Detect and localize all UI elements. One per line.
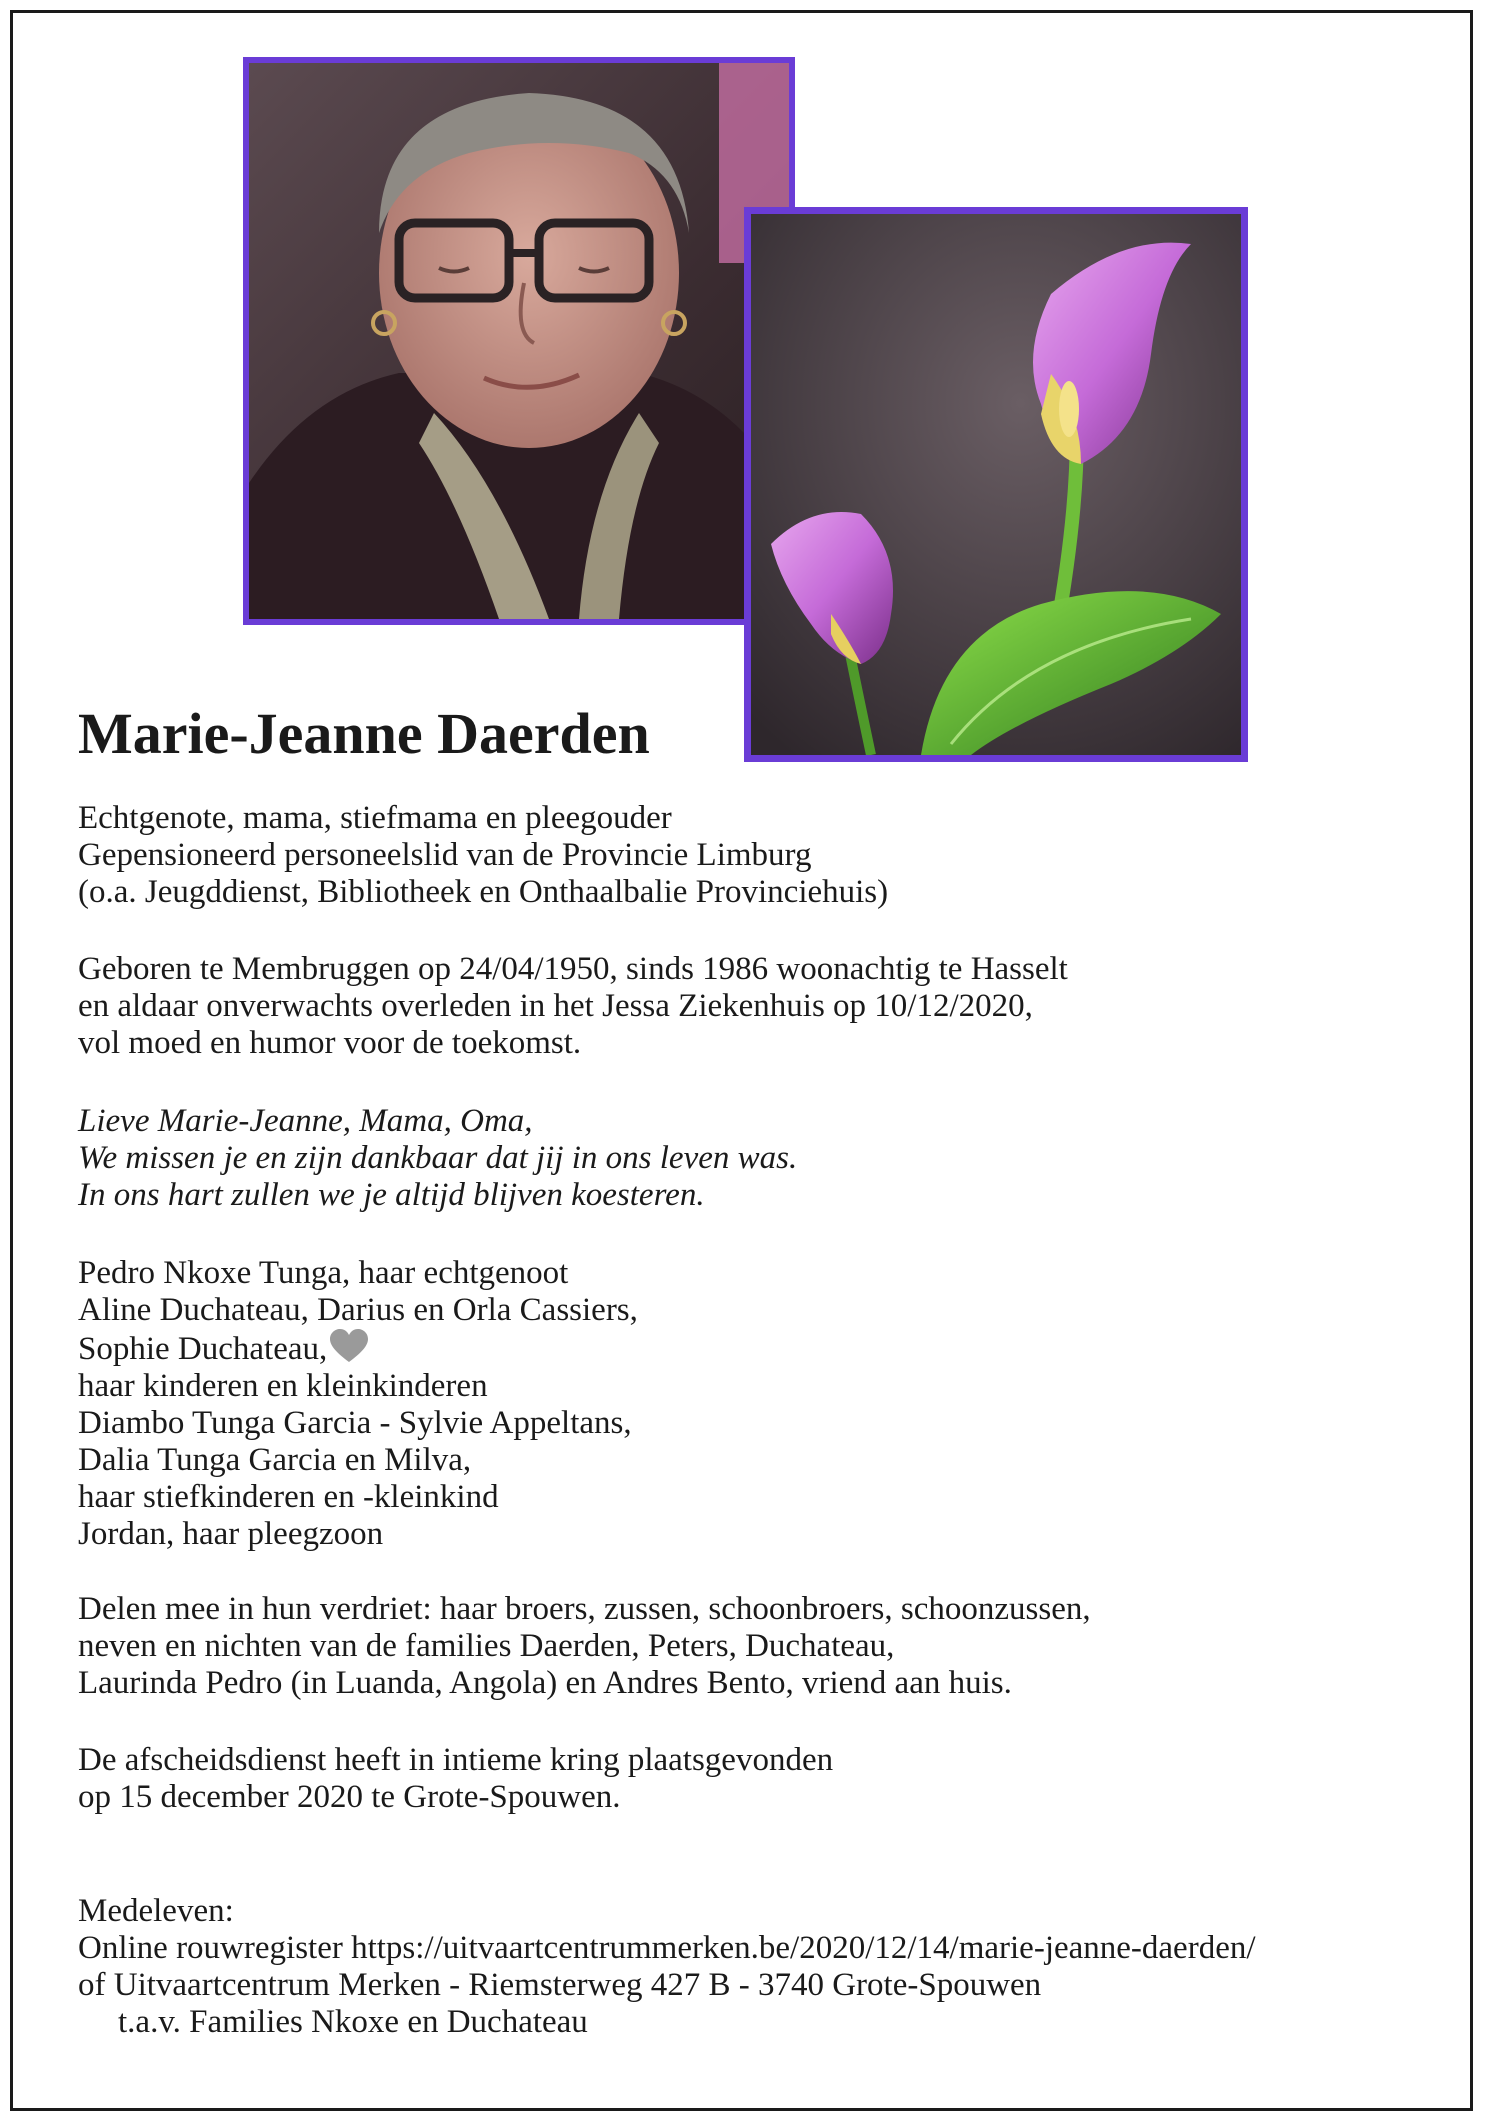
attention-line: t.a.v. Families Nkoxe en Duchateau (118, 2004, 588, 2040)
share-block (78, 1591, 1458, 1702)
share-line: Delen mee in hun verdriet: haar broers, zussen, schoonbroers, schoonzussen, (78, 1591, 1091, 1627)
portrait-illustration (249, 63, 789, 619)
heart-icon (329, 1329, 369, 1363)
online-register-line[interactable]: Online rouwregister https://uitvaartcentrummerken.be/2020/12/14/marie-jeanne-daerden/ (78, 1930, 1256, 1966)
poem-line: In ons hart zullen we je altijd blijven koesteren. (78, 1177, 705, 1213)
family-line: Dalia Tunga Garcia en Milva, (78, 1442, 472, 1478)
service-line: De afscheidsdienst heeft in intieme kring plaatsgevonden (78, 1742, 834, 1778)
family-line: haar kinderen en kleinkinderen (78, 1368, 488, 1404)
birth-line: Geboren te Membruggen op 24/04/1950, sinds 1986 woonachtig te Hasselt (78, 951, 1068, 987)
flower-photo (744, 207, 1248, 762)
service-block (78, 1742, 1458, 1816)
share-line: neven en nichten van de families Daerden, Peters, Duchateau, (78, 1628, 895, 1664)
birth-line: vol moed en humor voor de toekomst. (78, 1025, 582, 1061)
poem-block (78, 1103, 1458, 1214)
poem-line: Lieve Marie-Jeanne, Mama, Oma, (78, 1103, 533, 1139)
family-block (78, 1255, 1458, 1553)
calla-lily-illustration (751, 214, 1241, 755)
intro-line: Echtgenote, mama, stiefmama en pleegouder (78, 800, 672, 836)
intro-block (78, 800, 1458, 911)
service-line: op 15 december 2020 te Grote-Spouwen. (78, 1779, 621, 1815)
family-line-with-heart (78, 1329, 1458, 1368)
intro-line: (o.a. Jeugddienst, Bibliotheek en Onthaalbalie Provinciehuis) (78, 874, 889, 910)
contact-block (78, 1893, 1458, 2041)
intro-line: Gepensioneerd personeelslid van de Provincie Limburg (78, 837, 812, 873)
funeral-home-address: of Uitvaartcentrum Merken - Riemsterweg 427 B - 3740 Grote-Spouwen (78, 1967, 1042, 2003)
share-line: Laurinda Pedro (in Luanda, Angola) en Andres Bento, vriend aan huis. (78, 1665, 1012, 1701)
family-line: Jordan, haar pleegzoon (78, 1516, 384, 1552)
family-line: Diambo Tunga Garcia - Sylvie Appeltans, (78, 1405, 632, 1441)
birth-block (78, 951, 1458, 1062)
contact-heading: Medeleven: (78, 1893, 234, 1929)
family-line: Pedro Nkoxe Tunga, haar echtgenoot (78, 1255, 569, 1291)
family-line: haar stiefkinderen en -kleinkind (78, 1479, 499, 1515)
portrait-photo (243, 57, 795, 625)
poem-line: We missen je en zijn dankbaar dat jij in ons leven was. (78, 1140, 798, 1176)
family-line: Sophie Duchateau, (78, 1331, 328, 1367)
family-line: Aline Duchateau, Darius en Orla Cassiers, (78, 1292, 638, 1328)
birth-line: en aldaar onverwachts overleden in het Jessa Ziekenhuis op 10/12/2020, (78, 988, 1033, 1024)
deceased-name: Marie-Jeanne Daerden (78, 701, 650, 766)
